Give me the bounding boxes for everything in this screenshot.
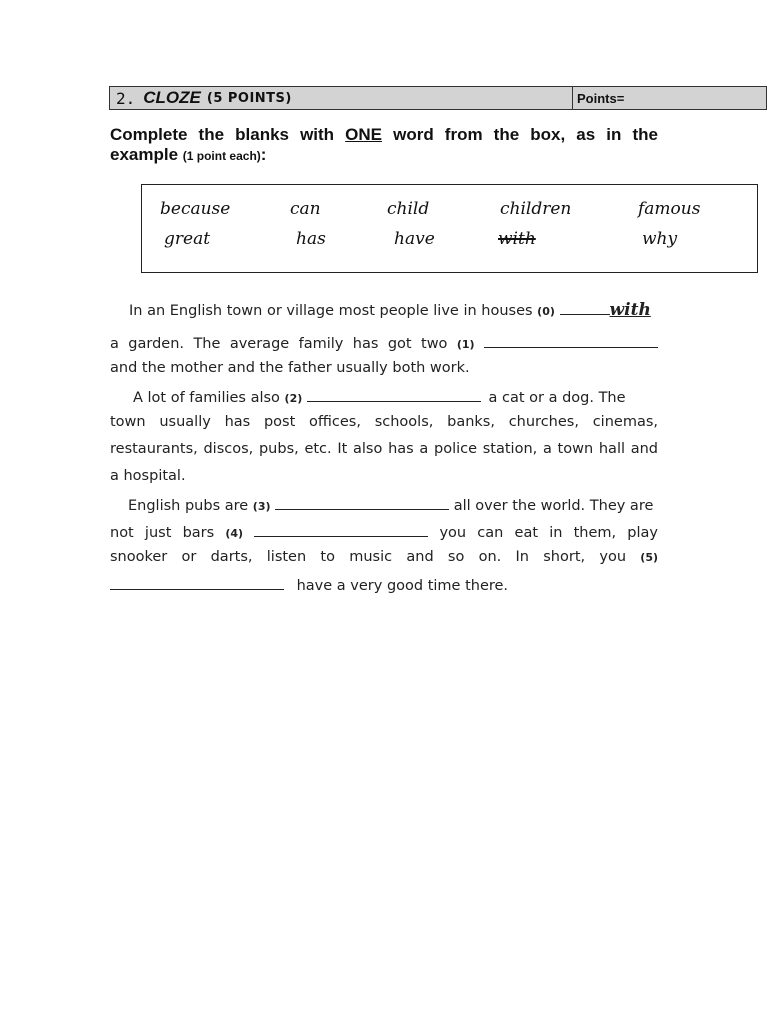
word-famous: famous xyxy=(638,199,701,219)
passage-text: snooker or darts, listen to music and so on. In short, you xyxy=(110,549,627,565)
blank-number-4: (4) xyxy=(225,527,244,540)
passage-text: all over the world. They are xyxy=(453,498,654,514)
instructions xyxy=(110,125,658,166)
blank-3[interactable] xyxy=(275,495,449,510)
passage-line-5 xyxy=(110,414,658,434)
passage-text: restaurants, discos, pubs, etc. It also has a police station, a town hall and xyxy=(110,441,658,457)
passage-text: have a very good time there. xyxy=(296,578,509,594)
blank-number-5: (5) xyxy=(640,551,659,564)
passage-line-6 xyxy=(110,441,658,461)
passage-line-1 xyxy=(110,300,658,320)
blank-0-line xyxy=(560,300,610,315)
passage-line-11 xyxy=(110,575,658,595)
section-title-cell xyxy=(110,87,573,109)
word-have: have xyxy=(394,229,435,249)
passage-line-8 xyxy=(110,495,658,515)
word-why: why xyxy=(642,229,678,249)
points-label: Points= xyxy=(577,90,625,106)
blank-4[interactable] xyxy=(254,522,428,537)
passage-text: you can eat in them, play xyxy=(439,525,659,541)
word-child: child xyxy=(387,199,430,219)
passage-text: not just bars xyxy=(110,525,215,541)
word-because: because xyxy=(160,199,231,219)
passage-text: In an English town or village most people live in houses xyxy=(129,303,533,319)
passage-text: and the mother and the father usually both work. xyxy=(110,360,470,376)
passage-line-10 xyxy=(110,549,658,569)
blank-1[interactable] xyxy=(484,333,658,348)
blank-number-2: (2) xyxy=(284,392,303,405)
word-with-struck: with xyxy=(498,229,536,249)
points-cell xyxy=(573,87,766,109)
passage-text: a garden. The average family has got two xyxy=(110,336,448,352)
section-header xyxy=(109,86,767,110)
passage-line-7 xyxy=(110,468,658,488)
section-number: 2. xyxy=(116,88,136,108)
instructions-colon: : xyxy=(260,145,267,164)
section-title: CLOZE xyxy=(143,88,201,107)
word-children: children xyxy=(500,199,572,219)
blank-5[interactable] xyxy=(110,575,284,590)
passage-text: a cat or a dog. The xyxy=(488,390,626,406)
instructions-text-2: word from the box, as in the example xyxy=(110,125,658,164)
blank-number-3: (3) xyxy=(252,500,271,513)
passage-text: English pubs are xyxy=(128,498,249,514)
passage-text: town usually has post offices, schools, banks, churches, cinemas, xyxy=(110,414,658,430)
word-great: great xyxy=(164,229,211,249)
word-can: can xyxy=(290,199,321,219)
word-has: has xyxy=(296,229,326,249)
passage-line-2 xyxy=(110,333,658,353)
example-answer: with xyxy=(609,300,651,320)
section-points-note: (5 POINTS) xyxy=(206,90,292,106)
passage-line-9 xyxy=(110,522,658,542)
instructions-note: (1 point each) xyxy=(182,149,261,163)
word-box xyxy=(141,184,758,273)
blank-2[interactable] xyxy=(307,387,481,402)
blank-number-1: (1) xyxy=(456,338,475,351)
instructions-text-1: Complete the blanks with xyxy=(110,125,346,144)
passage-text: A lot of families also xyxy=(133,390,280,406)
blank-number-0: (0) xyxy=(537,305,555,318)
passage-line-4 xyxy=(110,387,658,407)
instructions-emphasis: ONE xyxy=(345,125,383,144)
passage-line-3 xyxy=(110,360,658,380)
passage-text: a hospital. xyxy=(110,468,186,484)
